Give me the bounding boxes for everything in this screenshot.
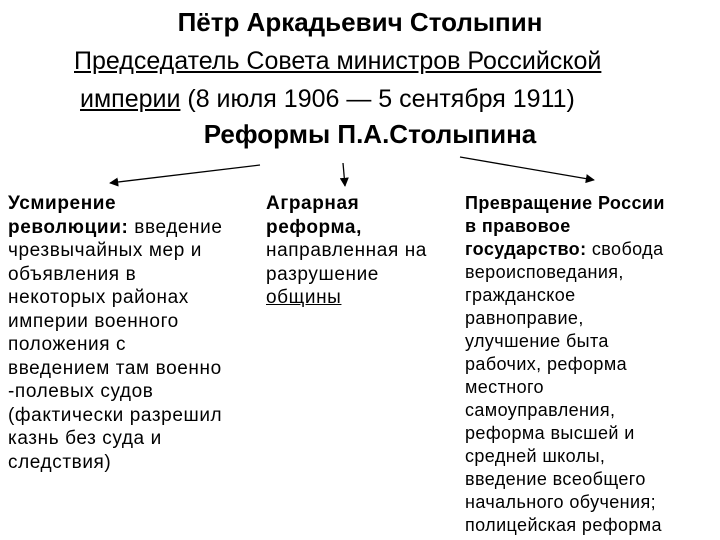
agrarian-line: разрушение <box>266 263 379 285</box>
pacification-line: объявления в <box>8 263 137 285</box>
legal-heading-3: государство: <box>465 239 587 259</box>
position-link-part-1[interactable]: Председатель Совета министров Российской <box>74 47 602 75</box>
term-dates: (8 июля 1906 — 5 сентября 1911) <box>180 85 575 113</box>
legal-line: улучшение быта <box>465 331 609 351</box>
pacification-line: казнь без суда и <box>8 428 162 449</box>
legal-line: самоуправления, <box>465 400 616 420</box>
pacification-line: (фактически разрешил <box>8 404 223 426</box>
pacification-text-first: введение <box>128 216 223 238</box>
reform-pacification <box>8 192 260 474</box>
agrarian-heading-2: реформа, <box>266 216 362 238</box>
legal-line: вероисповедания, <box>465 262 624 282</box>
legal-line: полицейская реформа <box>465 515 662 535</box>
legal-heading-1: Превращение России <box>465 193 665 213</box>
pacification-line: некоторых районах <box>8 287 189 308</box>
pacification-heading-2: революции: <box>8 216 129 238</box>
pacification-line: положения с <box>8 334 127 355</box>
legal-line: начального обучения; <box>465 492 657 512</box>
legal-line: рабочих, реформа <box>465 354 628 374</box>
pacification-line: империи военного <box>8 310 179 332</box>
position-link-part-2[interactable]: империи <box>80 85 181 113</box>
legal-line: введение всеобщего <box>465 469 646 489</box>
reform-legal-state <box>465 192 715 537</box>
position-line-1 <box>74 46 601 76</box>
commune-link[interactable]: общины <box>266 287 342 308</box>
arrow-middle <box>343 163 345 186</box>
pacification-line: следствия) <box>8 451 112 473</box>
legal-line: местного <box>465 377 544 397</box>
reform-agrarian <box>266 192 456 310</box>
legal-line: средней школы, <box>465 446 606 466</box>
pacification-line: чрезвычайных мер и <box>8 240 202 261</box>
arrow-left <box>110 165 260 183</box>
position-line-2 <box>80 84 575 114</box>
legal-line: равноправие, <box>465 308 584 328</box>
agrarian-heading-1: Аграрная <box>266 193 360 214</box>
legal-heading-2: в правовое <box>465 216 571 236</box>
pacification-heading-1: Усмирение <box>8 193 117 214</box>
arrow-right <box>460 157 594 180</box>
pacification-line: -полевых судов <box>8 381 154 402</box>
agrarian-line: направленная на <box>266 240 427 261</box>
legal-line: реформа высшей и <box>465 423 635 443</box>
reforms-heading: Реформы П.А.Столыпина <box>203 119 537 149</box>
page-title: Пётр Аркадьевич Столыпин <box>177 7 543 37</box>
legal-text-first: свобода <box>586 239 664 259</box>
pacification-line: введением там военно <box>8 357 222 379</box>
legal-line: гражданское <box>465 285 576 305</box>
